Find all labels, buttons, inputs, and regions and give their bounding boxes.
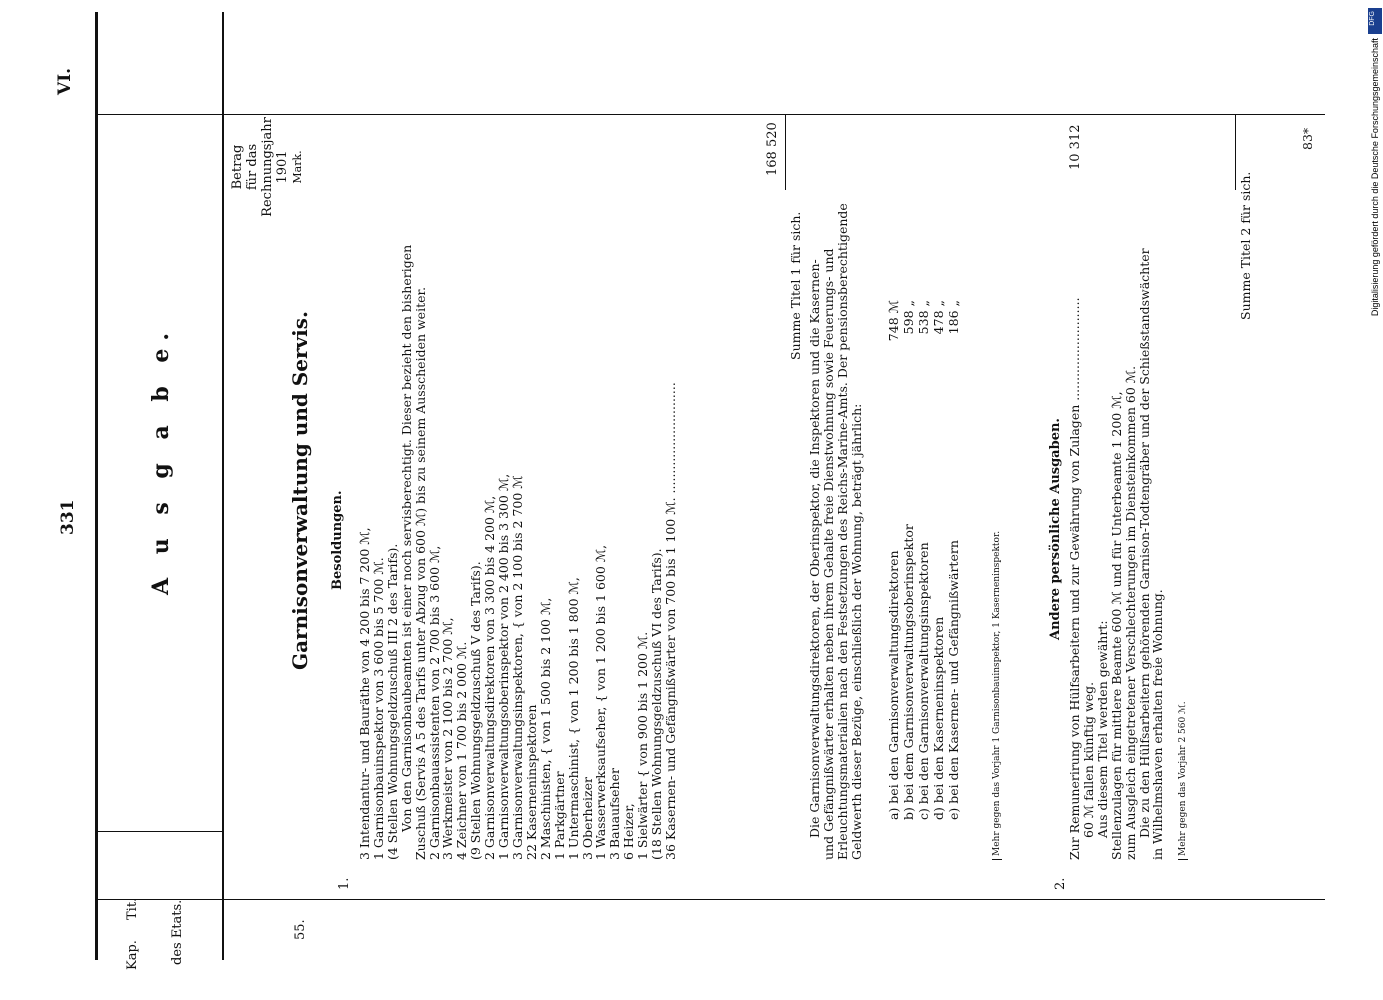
line-text: 1 Untermaschinist, [565, 738, 581, 860]
line: 3 Intendantur- und Bauräthe von 4 200 bis 7 200 ℳ, [357, 527, 372, 860]
line: 1 Parkgärtner [551, 771, 567, 860]
page-number: 331 [58, 499, 78, 535]
amount-heading-line: für das [245, 143, 260, 191]
line: Zur Remunerirung von Hülfsarbeitern und zur Gewährung von Zulagen .......................... [1067, 297, 1082, 860]
item-label: c) bei den Garnisonverwaltungsinspektoren [916, 542, 931, 820]
header-divider [95, 831, 223, 832]
item-row [931, 300, 946, 820]
line: 1 Sielwärter { von 900 bis 1 200 ℳ. [635, 631, 651, 860]
top-rule [95, 12, 98, 960]
line: 2 Garnisonbauassistenten von 2 700 bis 3 600 ℳ, [426, 545, 442, 860]
line: 3 Bauaufseher [607, 768, 623, 860]
line: 1 Wasserwerksaufseher, { von 1 200 bis 1 600 ℳ, [593, 544, 609, 860]
line: (4 Stellen Wohnungsgeldzuschuß III 2 des Tarifs). [384, 543, 400, 860]
line: 60 ℳ fallen künftig weg. [1080, 681, 1096, 838]
line: 4 Zeichner von 1 700 bis 2 000 ℳ. [454, 641, 470, 860]
amount-rule [1235, 115, 1236, 190]
item-value: 598 „ [901, 300, 916, 335]
item-label: e) bei den Kasernen- und Gefängnißwärtern [946, 540, 961, 820]
section-roman: VI. [55, 67, 75, 95]
amount-divider [95, 114, 1325, 115]
line-text: 1 Sielwärter [635, 781, 651, 860]
brace-range: von 1 200 bis 1 800 ℳ, [565, 577, 581, 723]
tit-number-1: 1. [337, 877, 352, 890]
item-label: d) bei den Kaserneninspektoren [931, 616, 946, 820]
line: (9 Stellen Wohnungsgeldzuschuß V des Tarifs). [468, 561, 484, 860]
header-rule [222, 12, 224, 960]
titel1-sum-label: Summe Titel 1 für sich. [788, 211, 803, 360]
amount-heading [230, 117, 305, 217]
line: Von den Garnisonbaubeamten ist einer noch servisberechtigt. Dieser bezieht den bisherigen [398, 244, 414, 832]
titel2-lines [1068, 220, 1165, 860]
titel1-items [886, 300, 961, 820]
line: 3 Werkmeister von 2 100 bis 2 700 ℳ, [440, 617, 456, 860]
tit-number-2: 2. [1053, 877, 1068, 890]
titel2-mehr: Mehr gegen das Vorjahr 2 560 ℳ. [1178, 701, 1188, 860]
line: 6 Heizer, [621, 803, 637, 860]
line: 36 Kasernen- und Gefängnißwärter von 700 bis 1 100 ℳ. ............................ [662, 382, 678, 860]
brace-range: von 900 bis 1 200 ℳ. [635, 631, 651, 766]
main-heading: A u s g a b e. [148, 324, 174, 595]
digitization-note: Digitalisierung gefördert durch die Deutsche Forschungsgemeinschaft [1370, 38, 1380, 317]
item-value: 538 „ [916, 300, 931, 335]
note-line: Geldwerth dieser Bezüge, einschließlich der Wohnung, beträgt jährlich: [848, 403, 864, 860]
dfg-logo-text: DFG [1369, 11, 1376, 26]
item-value: 186 „ [946, 300, 961, 335]
line-text: Zur Remunerirung von Hülfsarbeitern und zur Gewährung von Zulagen [1067, 404, 1082, 860]
line: zum Ausgleich eingetretener Verschlechterungen im Diensteinkommen 60 ℳ. [1122, 365, 1138, 860]
line: 2 Garnisonverwaltungsdirektoren von 3 300 bis 4 200 ℳ, [482, 495, 498, 860]
titel1-lines [358, 220, 678, 860]
tit-label: Tit. [125, 897, 140, 920]
page-mark: 83* [1300, 127, 1315, 150]
line: 3 Garnisonverwaltungsinspektoren, { von 2 100 bis 2 700 ℳ [509, 475, 525, 860]
brace-range: von 1 500 bis 2 100 ℳ, [537, 597, 553, 744]
line: Die zu den Hülfsarbeitern gehörenden Garnison-Todtengräber und der Schießstandswächter [1136, 248, 1152, 838]
line: 1 Garnisonverwaltungsoberinspektor von 2 400 bis 3 300 ℳ, [496, 473, 512, 860]
line: in Wilhelmshaven erhalten freie Wohnung. [1150, 589, 1166, 860]
line-text: 1 Wasserwerksaufseher, [593, 706, 609, 860]
titel2-heading: Andere persönliche Ausgaben. [1048, 418, 1063, 640]
dfg-logo [1368, 8, 1382, 34]
item-label: a) bei den Garnisonverwaltungsdirektoren [886, 550, 901, 820]
line: 2 Maschinisten, { von 1 500 bis 2 100 ℳ, [537, 597, 553, 860]
item-row [916, 300, 931, 820]
titel2-sum-label: Summe Titel 2 für sich. [1238, 171, 1253, 320]
line: Stellenzulagen für mittlere Beamte 600 ℳ und für Unterbeamte 1 200 ℳ, [1108, 391, 1124, 860]
line: 1 Garnisonbauinspektor von 3 600 bis 5 700 ℳ. [370, 557, 386, 860]
brace-range: von 1 200 bis 1 600 ℳ, [593, 544, 609, 691]
line: 3 Oberheizer [579, 777, 595, 860]
item-value: 748 ℳ [886, 300, 901, 342]
amount-rule [785, 115, 786, 190]
unit-label: Mark. [291, 150, 304, 184]
item-value: 478 „ [931, 300, 946, 335]
digitization-note-wrap [1370, 38, 1382, 598]
line-text: 3 Garnisonverwaltungsinspektoren, [509, 633, 525, 860]
titel2-amount: 10 312 [1068, 124, 1083, 170]
note-line: Die Garnisonverwaltungsdirektoren, der Oberinspektor, die Inspektoren und die Kasernen- [807, 259, 822, 838]
amount-heading-line: Rechnungsjahr [260, 117, 275, 217]
titel1-mehr: Mehr gegen das Vorjahr 1 Garnisonbauinspektor, 1 Kaserneninspektor. [992, 531, 1002, 860]
amount-heading-line: 1901 [275, 150, 290, 184]
des-etats-label: des Etats. [170, 899, 185, 965]
item-row [946, 300, 961, 820]
note-line: und Gefängnißwärter erhalten neben ihrem Gehalte freie Dienstwohnung sowie Feuerungs- und [820, 248, 836, 860]
titel1-note [807, 203, 864, 860]
brace-range: von 2 100 bis 2 700 ℳ [509, 475, 525, 618]
besoldungen-heading: Besoldungen. [330, 490, 345, 590]
item-row [901, 300, 916, 820]
note-line: Erleuchtungsmaterialien nach den Festsetzungen des Reichs-Marine-Amts. Der pensionsberechtigende [834, 203, 850, 860]
kap-tit-divider [95, 899, 1325, 900]
line: 1 Untermaschinist, { von 1 200 bis 1 800 ℳ, [565, 577, 581, 860]
item-row [886, 300, 901, 820]
line: Zuschuß (Servis A 5 des Tarifs unter Abzug von 600 ℳ) bis zu seinem Ausscheiden weiter. [412, 286, 428, 860]
line-text: 36 Kasernen- und Gefängnißwärter von 700 bis 1 100 ℳ. [662, 497, 678, 860]
line-text: 2 Maschinisten, [537, 759, 553, 860]
kap-label: Kap. [125, 940, 140, 970]
titel1-amount: 168 520 [765, 122, 780, 176]
item-label: b) bei dem Garnisonverwaltungsoberinspektor [901, 524, 916, 820]
line: 22 Kaserneninspektoren [523, 704, 539, 860]
kap-number: 55. [293, 919, 308, 940]
amount-heading-line: Betrag [230, 144, 245, 190]
line: (18 Stellen Wohnungsgeldzuschuß VI des Tarifs). [649, 548, 665, 860]
line: Aus diesem Titel werden gewährt: [1094, 620, 1110, 838]
section-title: Garnisonverwaltung und Servis. [288, 311, 312, 670]
